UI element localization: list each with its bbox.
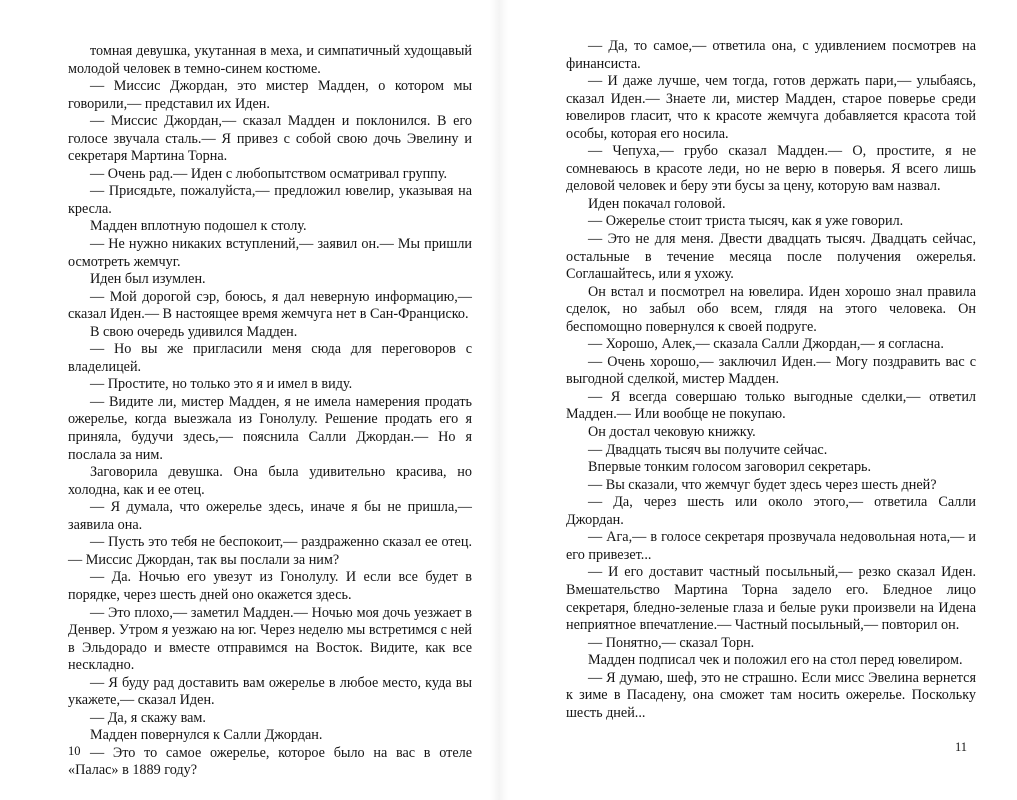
paragraph: Иден был изумлен. bbox=[90, 271, 206, 288]
paragraph: Заговорила девушка. Она была удивительно красива, но холодна, как и ее отец. bbox=[68, 464, 472, 498]
paragraph: — Присядьте, пожалуйста,— предложил ювелир, указывая на кресла. bbox=[68, 183, 472, 217]
paragraph: — Да. Ночью его увезут из Гонолулу. И если все будет в порядке, через шесть дней оно окажется здесь. bbox=[68, 569, 472, 603]
paragraph: — Мой дорогой сэр, боюсь, я дал неверную информацию,— сказал Иден.— В настоящее время жемчуга нет в Сан-Франциско. bbox=[68, 288, 472, 323]
paragraph: Иден покачал головой. bbox=[588, 195, 726, 212]
paragraph: — Двадцать тысяч вы получите сейчас. bbox=[588, 441, 828, 458]
right-page-number: 11 bbox=[955, 740, 968, 754]
paragraph: — Простите, но только это я и имел в виду. bbox=[90, 376, 353, 393]
paragraph: — Чепуха,— грубо сказал Мадден.— О, простите, я не сомневаюсь в красоте леди, но не верю в поверья. Я всего лишь деловой человек и беру эти бусы за цену, которую вам назвал. bbox=[566, 143, 976, 195]
paragraph: Он достал чековую книжку. bbox=[588, 424, 756, 441]
paragraph: — Хорошо, Алек,— сказала Салли Джордан,— я согласна. bbox=[588, 336, 944, 353]
left-page-text bbox=[68, 43, 472, 780]
book-gutter bbox=[490, 0, 508, 800]
paragraph: Мадден повернулся к Салли Джордан. bbox=[90, 727, 323, 744]
right-page bbox=[508, 0, 998, 800]
left-page bbox=[0, 0, 490, 800]
left-page-number: 10 bbox=[68, 744, 81, 758]
paragraph: Впервые тонким голосом заговорил секретарь. bbox=[588, 459, 872, 476]
paragraph: — Ага,— в голосе секретаря прозвучала недовольная нота,— и его привезет... bbox=[566, 529, 976, 563]
paragraph: — Это не для меня. Двести двадцать тысяч. Двадцать сейчас, остальные в течение месяца после получения ожерелья. Соглашайтесь, или я ухожу. bbox=[566, 231, 976, 283]
paragraph: — Я буду рад доставить вам ожерелье в любое место, куда вы укажете,— сказал Иден. bbox=[68, 674, 472, 709]
paragraph: — И его доставит частный посыльный,— резко сказал Иден. Вмешательство Мартина Торна задело его. Бледное лицо секретаря, бледно-зеленые глаза и белые руки произвели на Идена неприятное впечатление.— Частный посыльный,— повторил он. bbox=[566, 564, 976, 634]
right-page-text bbox=[566, 38, 976, 722]
paragraph: — Это плохо,— заметил Мадден.— Ночью моя дочь уезжает в Денвер. Утром я уезжаю на юг. Через неделю мы встретимся с ней в Эльдорадо и вместе отправимся на Восток. Видите, как все нескладно. bbox=[68, 604, 472, 674]
paragraph: — Пусть это тебя не беспокоит,— раздраженно сказал ее отец.— Миссис Джордан, так вы послали за ним? bbox=[68, 534, 472, 568]
paragraph: — Да, я скажу вам. bbox=[90, 709, 206, 726]
paragraph: — Видите ли, мистер Мадден, я не имела намерения продать ожерелье, когда выезжала из Гонолулу. Решение продать его я приняла, будучи здесь,— пояснила Салли Джордан.— Но я послала за ним. bbox=[68, 393, 472, 463]
paragraph: — Очень рад.— Иден с любопытством осматривал группу. bbox=[90, 165, 447, 182]
paragraph: — Но вы же пригласили меня сюда для переговоров с владелицей. bbox=[68, 341, 472, 375]
paragraph: В свою очередь удивился Мадден. bbox=[90, 323, 298, 340]
paragraph: — Миссис Джордан, это мистер Мадден, о котором мы говорили,— представил их Иден. bbox=[68, 78, 472, 112]
paragraph: — Вы сказали, что жемчуг будет здесь через шесть дней? bbox=[588, 476, 937, 493]
paragraph: Мадден вплотную подошел к столу. bbox=[90, 218, 307, 235]
paragraph: — Я всегда совершаю только выгодные сделки,— ответил Мадден.— Или вообще не покупаю. bbox=[566, 388, 976, 423]
paragraph: — Очень хорошо,— заключил Иден.— Могу поздравить вас с выгодной сделкой, мистер Мадден. bbox=[566, 353, 976, 388]
paragraph: Он встал и посмотрел на ювелира. Иден хорошо знал правила сделок, но забыл обо всем, глядя на этого человека. Он беспомощно повернулся к своей подруге. bbox=[566, 283, 976, 335]
paragraph: — Да, то самое,— ответила она, с удивлением посмотрев на финансиста. bbox=[566, 38, 976, 72]
paragraph: — Ожерелье стоит триста тысяч, как я уже говорил. bbox=[588, 213, 904, 230]
paragraph: — Я думала, что ожерелье здесь, иначе я бы не пришла,— заявила она. bbox=[68, 499, 472, 533]
paragraph: — Да, через шесть или около этого,— ответила Салли Джордан. bbox=[566, 494, 976, 528]
paragraph: — И даже лучше, чем тогда, готов держать пари,— улыбаясь, сказал Иден.— Знаете ли, мистер Мадден, старое поверье среди ювелиров гласит, что к красоте жемчуга добавляется красота той особы, которая его носила. bbox=[566, 73, 976, 142]
paragraph: Мадден подписал чек и положил его на стол перед ювелиром. bbox=[588, 652, 963, 669]
paragraph: томная девушка, укутанная в меха, и симпатичный худощавый молодой человек в темно-синем костюме. bbox=[68, 43, 472, 77]
paragraph: — Не нужно никаких вступлений,— заявил он.— Мы пришли осмотреть жемчуг. bbox=[68, 236, 472, 270]
paragraph: — Миссис Джордан,— сказал Мадден и поклонился. В его голосе звучала сталь.— Я привез с собой свою дочь Эвелину и секретаря Мартина Торна. bbox=[68, 113, 472, 165]
paragraph: — Это то самое ожерелье, которое было на вас в отеле «Палас» в 1889 году? bbox=[68, 744, 472, 779]
paragraph: — Я думаю, шеф, это не страшно. Если мисс Эвелина вернется к зиме в Пасадену, она сможет там носить ожерелье. Поскольку шесть дней... bbox=[566, 669, 976, 721]
paragraph: — Понятно,— сказал Торн. bbox=[588, 634, 755, 651]
